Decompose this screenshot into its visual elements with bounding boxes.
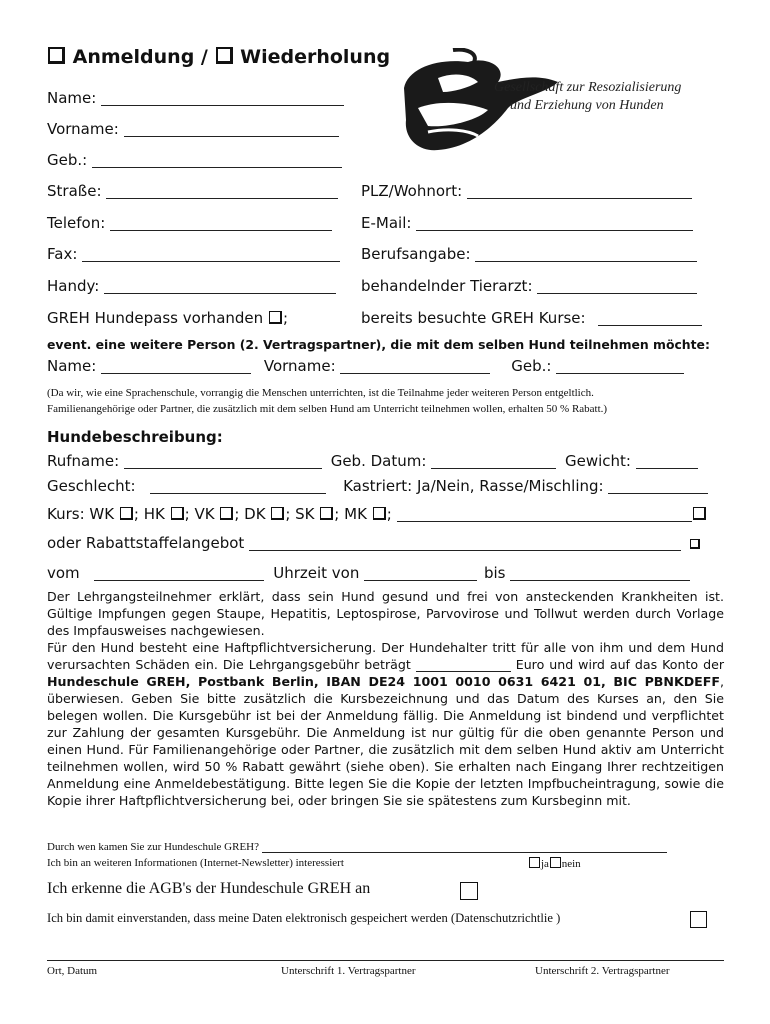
vorname-row bbox=[47, 120, 339, 138]
wiederholung-label: Wiederholung bbox=[240, 46, 391, 68]
hundepass-semicolon: ; bbox=[282, 309, 288, 327]
plz-field[interactable] bbox=[467, 183, 692, 199]
geb-field[interactable] bbox=[92, 152, 342, 168]
beruf-row bbox=[361, 245, 697, 263]
geschlecht-row bbox=[47, 477, 708, 495]
ort-datum-label: Ort, Datum bbox=[47, 965, 98, 977]
email-field[interactable] bbox=[416, 215, 693, 231]
second-name-field[interactable] bbox=[101, 358, 251, 374]
kurs-wk-label: WK bbox=[89, 505, 115, 523]
name-field[interactable] bbox=[101, 90, 344, 106]
telefon-field[interactable] bbox=[110, 215, 332, 231]
vorname-field[interactable] bbox=[124, 121, 339, 137]
newsletter-nein-checkbox[interactable] bbox=[550, 857, 561, 868]
rufname-label: Rufname: bbox=[47, 452, 120, 470]
gebdatum-field[interactable] bbox=[431, 453, 556, 469]
terms-text bbox=[47, 588, 724, 809]
kurs-hk-label: HK bbox=[143, 505, 165, 523]
plz-row bbox=[361, 182, 692, 200]
kurse-besucht-row bbox=[361, 309, 702, 327]
greh-logo bbox=[398, 48, 728, 158]
handy-row bbox=[47, 277, 336, 295]
wiederholung-checkbox[interactable] bbox=[216, 47, 233, 64]
second-person-row bbox=[47, 357, 684, 375]
geb-label: Geb.: bbox=[47, 151, 88, 169]
vom-field[interactable] bbox=[94, 565, 264, 581]
vom-label: vom bbox=[47, 564, 80, 582]
second-person-note-2: Familienangehörige oder Partner, die zusätzlich mit dem selben Hund am Unterricht teilnehmen wollen, erhalten 50 % Rabatt.) bbox=[47, 403, 608, 415]
agb-checkbox[interactable] bbox=[460, 882, 478, 900]
second-geb-field[interactable] bbox=[556, 358, 684, 374]
gewicht-field[interactable] bbox=[636, 453, 698, 469]
email-row bbox=[361, 214, 693, 232]
beruf-field[interactable] bbox=[475, 246, 697, 262]
bank-details: Hundeschule GREH, Postbank Berlin, IBAN DE24 1001 0010 0631 6421 01, BIC PBNKDEFF bbox=[47, 674, 720, 689]
kurs-dk-label: DK bbox=[244, 505, 266, 523]
gewicht-label: Gewicht: bbox=[564, 452, 631, 470]
strasse-field[interactable] bbox=[106, 183, 338, 199]
newsletter-nein-label: nein bbox=[561, 858, 581, 870]
newsletter-options bbox=[528, 857, 581, 870]
datenschutz-checkbox[interactable] bbox=[690, 911, 707, 928]
kurs-other-checkbox[interactable] bbox=[693, 507, 706, 520]
datenschutz-label: Ich bin damit einverstanden, dass meine Daten elektronisch gespeichert werden (Datenschutzrichtlie ) bbox=[47, 911, 561, 925]
kurs-mk-label: MK bbox=[344, 505, 367, 523]
hundepass-row bbox=[47, 309, 288, 327]
logo-text-line2: und Erziehung von Hunden bbox=[510, 98, 664, 113]
rabatt-label: oder Rabattstaffelangebot bbox=[47, 534, 245, 552]
second-person-heading: event. eine weitere Person (2. Vertragspartner), die mit dem selben Hund teilnehmen möchte: bbox=[47, 337, 710, 352]
kastriert-field[interactable] bbox=[608, 478, 708, 494]
handy-field[interactable] bbox=[104, 278, 336, 294]
terms-rest-text: , überwiesen. Geben Sie bitte zusätzlich die Kursbezeichnung und das Datum des Kurses an, den Sie belegen wollen. Die Kursgebühr ist bei der Anmeldung fällig. Die Anmeldung ist bindend und verpflichtet zur Zahlung der gesamten Kursgebühr. Die Anmeldung ist nur gültig für die oben genannte Person und einen Hund. Für Familienangehörige oder Partner, die zusätzlich mit dem selben Hund aktiv am Unterricht teilnehmen wollen, wird 50 % Rabatt gewährt (siehe oben). Sie erhalten nach Eingang Ihrer rechtzeitigen Anmeldung eine Anmeldebestätigung. Bitte legen Sie die Kopie der letzten Impfbucheintragung, sowie die Kopie ihrer Haftpflichtversicherung bei, oder bringen Sie sie spätestens zum Kursbeginn mit. bbox=[47, 674, 724, 808]
newsletter-ja-checkbox[interactable] bbox=[529, 857, 540, 868]
fax-row bbox=[47, 245, 340, 263]
kastriert-label: Kastriert: Ja/Nein, Rasse/Mischling: bbox=[343, 477, 604, 495]
plz-label: PLZ/Wohnort: bbox=[361, 182, 463, 200]
second-vorname-label: Vorname: bbox=[263, 357, 336, 375]
vom-row bbox=[47, 564, 690, 582]
bis-field[interactable] bbox=[510, 565, 690, 581]
signature-2-label: Unterschrift 2. Vertragspartner bbox=[535, 965, 670, 977]
hundepass-checkbox[interactable] bbox=[269, 311, 282, 324]
kurs-other-field[interactable] bbox=[397, 506, 692, 522]
agb-label: Ich erkenne die AGB's der Hundeschule GREH an bbox=[47, 880, 371, 897]
rabatt-row bbox=[47, 534, 701, 552]
strasse-label: Straße: bbox=[47, 182, 102, 200]
kurs-hk-checkbox[interactable] bbox=[171, 507, 184, 520]
newsletter-label: Ich bin an weiteren Informationen (Internet-Newsletter) interessiert bbox=[47, 857, 344, 869]
kurs-vk-label: VK bbox=[194, 505, 215, 523]
name-label: Name: bbox=[47, 89, 97, 107]
kurs-mk-checkbox[interactable] bbox=[373, 507, 386, 520]
logo-text-line1: Gesellschaft zur Resozialisierung bbox=[494, 80, 682, 95]
tierarzt-row bbox=[361, 277, 697, 295]
kurs-sk-label: SK bbox=[295, 505, 315, 523]
kurs-dk-checkbox[interactable] bbox=[271, 507, 284, 520]
strasse-row bbox=[47, 182, 338, 200]
terms-fee-text: Für den Hund besteht eine Haftpflichtversicherung. Der Hundehalter tritt für alle von ihm und dem Hund verursachten Schäden ein. Die Lehrgangsgebühr beträgt bbox=[47, 640, 724, 672]
rufname-field[interactable] bbox=[124, 453, 322, 469]
telefon-label: Telefon: bbox=[47, 214, 106, 232]
durch-field[interactable] bbox=[262, 841, 667, 853]
hundepass-label: GREH Hundepass vorhanden bbox=[47, 309, 264, 327]
fee-field[interactable] bbox=[416, 658, 511, 672]
durch-row bbox=[47, 841, 667, 853]
second-person-note-1: (Da wir, wie eine Sprachenschule, vorrangig die Menschen unterrichten, ist die Teilnahme jeder weiteren Person entgeltlich. bbox=[47, 387, 594, 399]
kurse-besucht-label: bereits besuchte GREH Kurse: bbox=[361, 309, 586, 327]
second-vorname-field[interactable] bbox=[340, 358, 490, 374]
email-label: E-Mail: bbox=[361, 214, 412, 232]
rabatt-field[interactable] bbox=[249, 535, 681, 551]
bis-label: bis bbox=[483, 564, 506, 582]
geschlecht-label: Geschlecht: bbox=[47, 477, 136, 495]
newsletter-ja-label: ja bbox=[541, 858, 549, 870]
geschlecht-field[interactable] bbox=[150, 478, 326, 494]
second-name-label: Name: bbox=[47, 357, 97, 375]
fax-field[interactable] bbox=[82, 246, 340, 262]
terms-paragraph-1: Der Lehrgangsteilnehmer erklärt, dass sein Hund gesund und frei von ansteckenden Krankheiten ist. Gültige Impfungen gegen Staupe, Hepatitis, Leptospirose, Parvovirose und Tollwut werden durch Vorlage des Impfausweises nachgewiesen. bbox=[47, 589, 724, 638]
vorname-label: Vorname: bbox=[47, 120, 119, 138]
durch-label: Durch wen kamen Sie zur Hundeschule GREH? bbox=[47, 841, 259, 853]
telefon-row bbox=[47, 214, 332, 232]
name-row bbox=[47, 89, 344, 107]
anmeldung-checkbox[interactable] bbox=[48, 47, 65, 64]
kurs-row: Kurs: WK ; HK ; VK ; DK ; SK ; MK ; bbox=[47, 505, 707, 523]
gebdatum-label: Geb. Datum: bbox=[330, 452, 427, 470]
anmeldung-label: Anmeldung / bbox=[72, 46, 208, 68]
form-title bbox=[47, 46, 390, 68]
tierarzt-label: behandelnder Tierarzt: bbox=[361, 277, 533, 295]
uhrzeit-label: Uhrzeit von bbox=[273, 564, 360, 582]
kurs-vk-checkbox[interactable] bbox=[220, 507, 233, 520]
geb-row bbox=[47, 151, 342, 169]
uhrzeit-von-field[interactable] bbox=[364, 565, 477, 581]
tierarzt-field[interactable] bbox=[537, 278, 697, 294]
second-geb-label: Geb.: bbox=[511, 357, 552, 375]
terms-account-text: Euro und wird auf das Konto der bbox=[515, 657, 724, 672]
signature-line bbox=[47, 960, 724, 961]
rabatt-checkbox[interactable] bbox=[690, 539, 700, 549]
kurs-label: Kurs: bbox=[47, 505, 85, 523]
handy-label: Handy: bbox=[47, 277, 100, 295]
kurse-besucht-field[interactable] bbox=[598, 310, 702, 326]
signature-1-label: Unterschrift 1. Vertragspartner bbox=[281, 965, 416, 977]
kurs-sk-checkbox[interactable] bbox=[320, 507, 333, 520]
rufname-row bbox=[47, 452, 698, 470]
beruf-label: Berufsangabe: bbox=[361, 245, 471, 263]
fax-label: Fax: bbox=[47, 245, 78, 263]
terms-paragraph-2 bbox=[47, 639, 724, 809]
kurs-wk-checkbox[interactable] bbox=[120, 507, 133, 520]
dog-heading: Hundebeschreibung: bbox=[47, 428, 223, 446]
